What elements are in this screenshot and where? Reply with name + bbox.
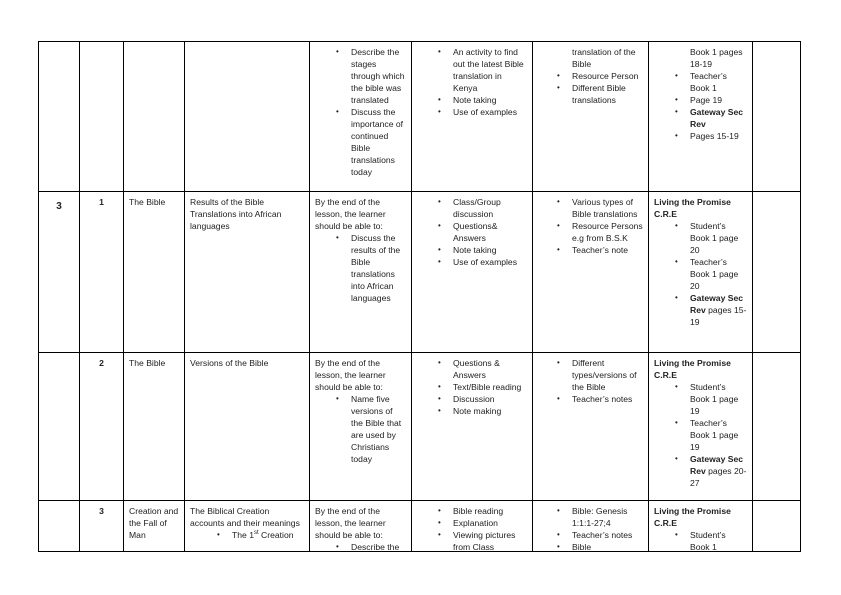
resource-text: Different types/versions of the Bible [572, 358, 637, 392]
reference-item [690, 453, 747, 489]
objective-list [315, 232, 406, 304]
subtopic-text: Creation [258, 530, 294, 540]
reference-item [690, 220, 747, 256]
activity-item [453, 505, 527, 517]
reference-text: Teacher’s Book 1 page 20 [690, 257, 739, 291]
activity-item [453, 244, 527, 256]
references-heading: Living the Promise C.R.E [654, 506, 731, 528]
activity-item [453, 256, 527, 268]
references-cell [649, 42, 753, 192]
activity-text: Questions& Answers [453, 221, 498, 243]
objective-list [315, 393, 406, 465]
reference-text: Pages 15-19 [690, 131, 739, 141]
reference-list [654, 220, 747, 328]
topic-text: Creation and the Fall of Man [129, 506, 179, 540]
subtopic-cell [185, 501, 310, 552]
activities-cell [412, 192, 533, 353]
resource-text: Bible [572, 542, 592, 552]
activity-text: Explanation [453, 518, 498, 528]
subtopic-cell [185, 192, 310, 353]
references-cell [649, 353, 753, 501]
resource-list [538, 505, 643, 552]
activity-text: An activity to find out the latest Bible translation in Kenya [453, 47, 524, 93]
resources-cell [533, 42, 649, 192]
resource-text: Resource Person [572, 71, 639, 81]
subtopic-item [232, 529, 304, 541]
objectives-intro: By the end of the lesson, the learner should be able to: [315, 358, 386, 392]
reference-text: pages 15-19 [690, 305, 747, 327]
topic-cell [124, 353, 185, 501]
resource-text: Different Bible translations [572, 83, 626, 105]
activity-text: Class/Group discussion [453, 197, 501, 219]
resource-text: translation of the Bible [572, 47, 636, 69]
activity-list [417, 46, 527, 118]
topic-cell [124, 192, 185, 353]
reference-item [690, 417, 747, 453]
week-cell [39, 353, 80, 501]
week-cell [39, 42, 80, 192]
objective-item [351, 106, 406, 178]
objective-item [351, 232, 406, 304]
resources-cell [533, 501, 649, 552]
resource-item [572, 220, 643, 244]
resource-item [572, 529, 643, 541]
resource-text: Teacher’s note [572, 245, 629, 255]
resource-item [572, 196, 643, 220]
topic-cell [124, 42, 185, 192]
subtopic-part: The Biblical Creation accounts and their meanings [190, 506, 300, 528]
subtopic-part: Results of the Bible Translations into African languages [190, 197, 282, 231]
subtopic-text [190, 505, 304, 529]
objectives-intro: By the end of the lesson, the learner should be able to: [315, 197, 386, 231]
lesson-number: 3 [99, 506, 104, 516]
resource-item [572, 70, 643, 82]
reference-text: Student’s Book 1 [690, 530, 726, 552]
objective-text: Describe the stages through which the bible was translated [351, 47, 405, 105]
topic-cell [124, 501, 185, 552]
activity-text: Bible reading [453, 506, 504, 516]
subtopic-text [190, 196, 304, 232]
objective-text: Discuss the importance of continued Bible translations today [351, 107, 404, 177]
objective-text: Describe the [351, 542, 400, 552]
reference-text: Page 19 [690, 95, 723, 105]
resource-item [572, 82, 643, 106]
resource-item [572, 505, 643, 529]
references-cell [649, 192, 753, 353]
lesson-number: 1 [99, 197, 104, 207]
activity-item [453, 357, 527, 381]
activity-text: Discussion [453, 394, 495, 404]
reference-text: Teacher’s Book 1 [690, 71, 727, 93]
subtopic-text [190, 357, 304, 369]
reference-list [654, 46, 747, 142]
topic-text: The Bible [129, 358, 166, 368]
scheme-of-work-table [38, 41, 801, 552]
resource-item [572, 244, 643, 256]
lesson-cell [80, 501, 124, 552]
activity-item [453, 196, 527, 220]
activity-list [417, 357, 527, 417]
activity-text: Use of examples [453, 107, 518, 117]
resource-text: Resource Persons e.g from B.S.K [572, 221, 643, 243]
activity-item [453, 517, 527, 529]
objectives-cell [310, 353, 412, 501]
activity-list [417, 196, 527, 268]
resources-cell [533, 192, 649, 353]
resource-item [572, 393, 643, 405]
reference-text: Gateway Sec Rev [690, 293, 744, 315]
reference-list [654, 529, 747, 552]
remarks-cell [753, 501, 801, 552]
resource-item [572, 357, 643, 393]
subtopic-text: st [253, 530, 259, 537]
reference-item [690, 70, 747, 94]
reference-item [690, 106, 747, 130]
subtopic-part: Versions of the Bible [190, 358, 269, 368]
reference-text: Book 1 pages 18-19 [690, 47, 743, 69]
objectives-cell [310, 501, 412, 552]
activity-text: Viewing pictures from Class [453, 530, 516, 552]
subtopic-cell [185, 42, 310, 192]
activity-item [453, 106, 527, 118]
reference-list [654, 381, 747, 489]
resource-list [538, 196, 643, 256]
activity-text: Note making [453, 406, 502, 416]
reference-item [690, 529, 747, 552]
resource-item [572, 46, 643, 70]
subtopic-list [190, 529, 304, 541]
remarks-cell [753, 353, 801, 501]
reference-text: Teacher’s Book 1 page 19 [690, 418, 739, 452]
activity-text: Questions & Answers [453, 358, 500, 380]
resource-item [572, 541, 643, 552]
objectives-cell [310, 42, 412, 192]
references-cell [649, 501, 753, 552]
activity-text: Use of examples [453, 257, 518, 267]
activity-item [453, 405, 527, 417]
objective-text: Name five versions of the Bible that are used by Christians today [351, 394, 402, 464]
reference-text: pages 20-27 [690, 466, 747, 488]
remarks-cell [753, 192, 801, 353]
reference-item [690, 94, 747, 106]
references-heading: Living the Promise C.R.E [654, 197, 731, 219]
activity-item [453, 529, 527, 552]
reference-item [690, 256, 747, 292]
subtopic-cell [185, 353, 310, 501]
references-heading: Living the Promise C.R.E [654, 358, 731, 380]
lesson-cell [80, 192, 124, 353]
objective-list [315, 46, 406, 178]
activities-cell [412, 42, 533, 192]
activity-item [453, 381, 527, 393]
resource-text: Various types of Bible translations [572, 197, 638, 219]
activity-item [453, 393, 527, 405]
objective-item [351, 46, 406, 106]
activity-item [453, 220, 527, 244]
resources-cell [533, 353, 649, 501]
reference-text: Gateway Sec Rev [690, 454, 744, 476]
activity-text: Note taking [453, 95, 497, 105]
objective-text: Discuss the results of the Bible translations into African languages [351, 233, 401, 303]
lesson-cell [80, 353, 124, 501]
reference-item [690, 381, 747, 417]
reference-text: Gateway Sec Rev [690, 107, 744, 129]
resource-list [538, 46, 643, 106]
reference-item [690, 292, 747, 328]
week-cell [39, 192, 80, 353]
resource-text: Bible: Genesis 1:1:1-27;4 [572, 506, 628, 528]
resource-text: Teacher’s notes [572, 530, 633, 540]
reference-item [690, 130, 747, 142]
lesson-cell [80, 42, 124, 192]
objective-item [351, 541, 406, 552]
reference-item [690, 46, 747, 70]
activity-list [417, 505, 527, 552]
week-cell [39, 501, 80, 552]
week-number: 3 [56, 201, 62, 212]
resource-list [538, 357, 643, 405]
remarks-cell [753, 42, 801, 192]
objective-item [351, 393, 406, 465]
objectives-intro: By the end of the lesson, the learner should be able to: [315, 506, 386, 540]
activity-item [453, 94, 527, 106]
topic-text: The Bible [129, 197, 166, 207]
resource-text: Teacher’s notes [572, 394, 633, 404]
activity-text: Note taking [453, 245, 497, 255]
reference-text: Student’s Book 1 page 19 [690, 382, 739, 416]
activities-cell [412, 353, 533, 501]
reference-text: Student’s Book 1 page 20 [690, 221, 739, 255]
activity-text: Text/Bible reading [453, 382, 522, 392]
lesson-number: 2 [99, 358, 104, 368]
objectives-cell [310, 192, 412, 353]
activity-item [453, 46, 527, 94]
subtopic-text: The 1 [232, 530, 254, 540]
objective-list [315, 541, 406, 552]
activities-cell [412, 501, 533, 552]
